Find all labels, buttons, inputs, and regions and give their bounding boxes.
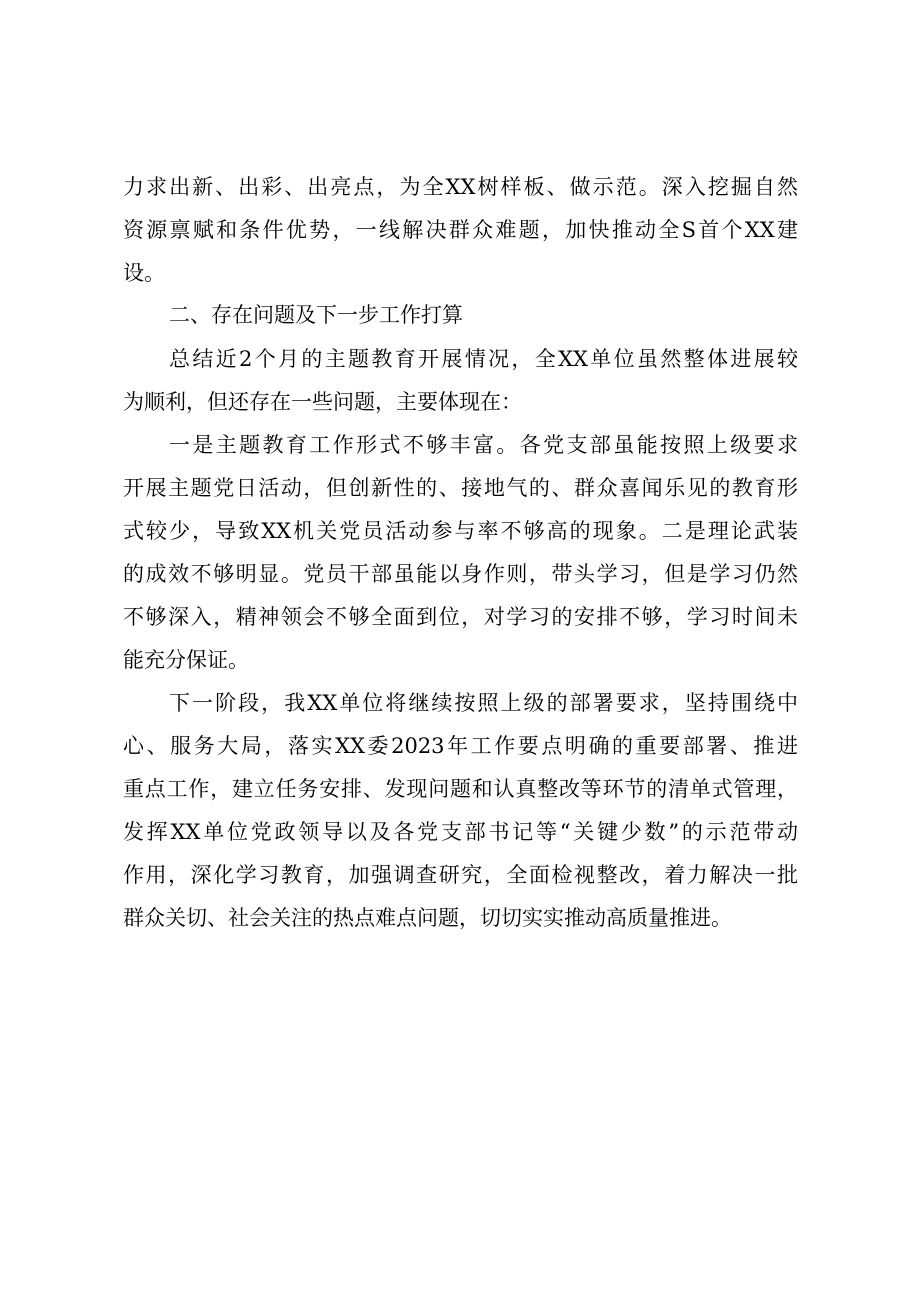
paragraph-line: 群众关切、社会关注的热点难点问题，切切实实推动高质量推进。: [123, 906, 732, 930]
paragraph-line: 不够深入，精神领会不够全面到位，对学习的安排不够，学习时间未: [123, 605, 798, 629]
paragraph-line: 总结近2个月的主题教育开展情况，全XX单位虽然整体进展较: [169, 347, 798, 371]
paragraph-line: 资源禀赋和条件优势，一线解决群众难题，加快推动全S首个XX建: [123, 218, 798, 242]
paragraph-line: 为顺利，但还存在一些问题，主要体现在：: [123, 390, 522, 414]
paragraph-line: 重点工作，建立任务安排、发现问题和认真整改等环节的清单式管理，: [123, 777, 798, 801]
paragraph-line: 力求出新、出彩、出亮点，为全XX树样板、做示范。深入挖掘自然: [123, 175, 798, 199]
paragraph-line: 式较少，导致XX机关党员活动参与率不够高的现象。二是理论武装: [123, 519, 798, 543]
paragraph-line: 开展主题党日活动，但创新性的、接地气的、群众喜闻乐见的教育形: [123, 476, 798, 500]
paragraph-line: 作用，深化学习教育，加强调查研究，全面检视整改，着力解决一批: [123, 863, 798, 887]
paragraph-line: 的成效不够明显。党员干部虽能以身作则，带头学习，但是学习仍然: [123, 562, 798, 586]
paragraph-line: 一是主题教育工作形式不够丰富。各党支部虽能按照上级要求: [169, 433, 798, 457]
paragraph-line: 能充分保证。: [123, 648, 249, 672]
paragraph-line: 发挥XX单位党政领导以及各党支部书记等“关键少数”的示范带动: [123, 820, 798, 844]
paragraph-line: 设。: [123, 261, 165, 285]
paragraph-line: 下一阶段，我XX单位将继续按照上级的部署要求，坚持围绕中: [169, 691, 798, 715]
section-heading: 二、存在问题及下一步工作打算: [169, 303, 463, 327]
paragraph-line: 心、服务大局，落实XX委2023年工作要点明确的重要部署、推进: [123, 734, 798, 758]
